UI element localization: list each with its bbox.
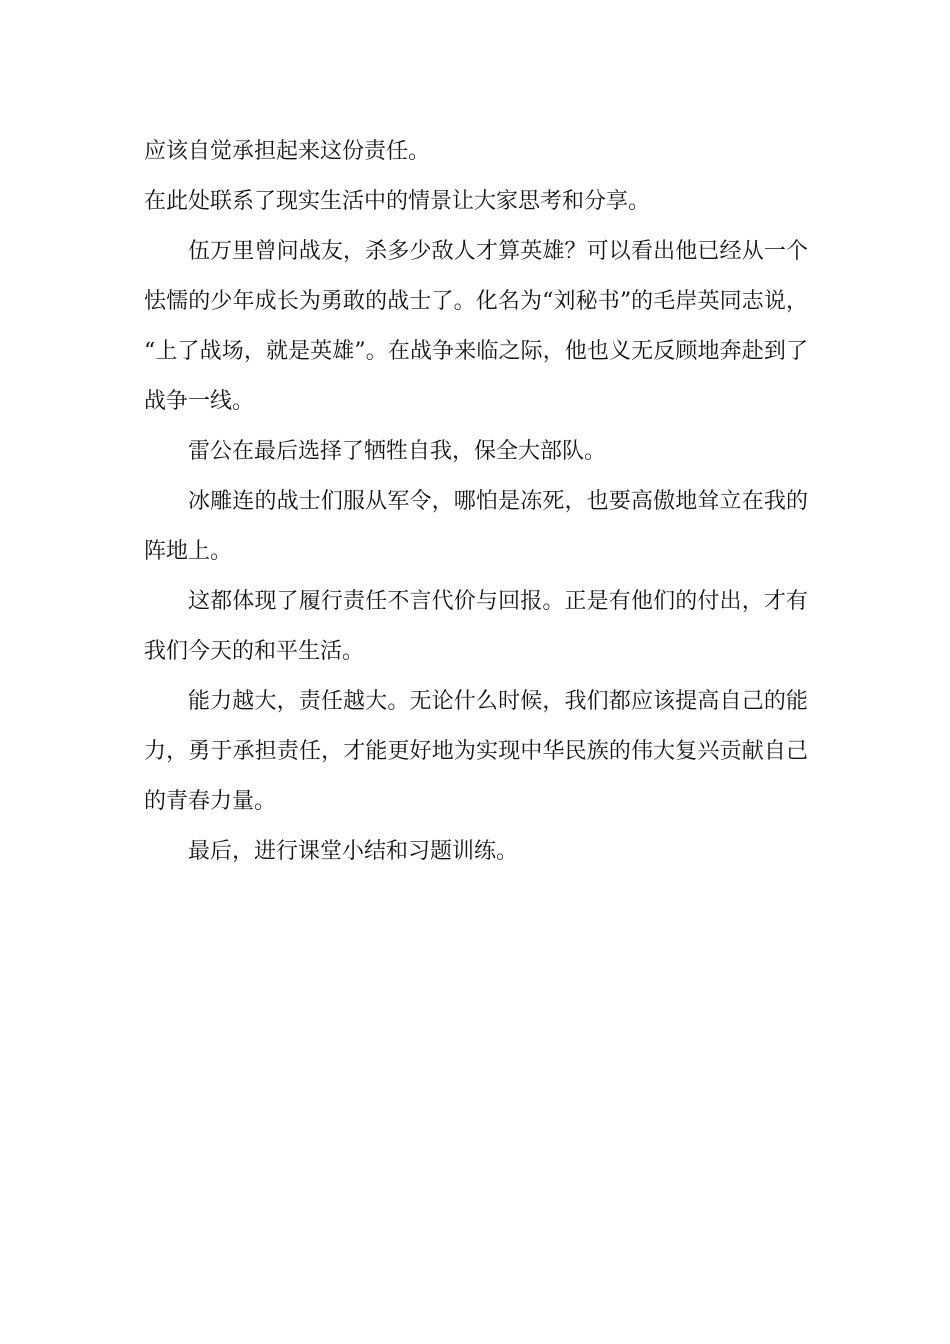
paragraph-2: 在此处联系了现实生活中的情景让大家思考和分享。	[144, 189, 651, 214]
paragraph-1: 应该自觉承担起来这份责任。	[144, 139, 431, 164]
paragraph-7: 能力越大，责任越大。无论什么时候，我们都应该提高自己的能力，勇于承担责任，才能更好地为实现中华民族的伟大复兴贡献自己的青春力量。	[144, 689, 808, 814]
paragraph-4: 雷公在最后选择了牺牲自我，保全大部队。	[188, 439, 607, 464]
paragraph-3: 伍万里曾问战友，杀多少敌人才算英雄？可以看出他已经从一个怯懦的少年成长为勇敢的战士了。化名为“刘秘书”的毛岸英同志说，“上了战场，就是英雄”。在战争来临之际，他也义无反顾地奔赴到了战争一线。	[144, 239, 808, 414]
paragraph-5: 冰雕连的战士们服从军令，哪怕是冻死，也要高傲地耸立在我的阵地上。	[144, 489, 808, 564]
document-body	[144, 127, 808, 877]
paragraph-6: 这都体现了履行责任不言代价与回报。正是有他们的付出，才有我们今天的和平生活。	[144, 589, 808, 664]
paragraph-8: 最后，进行课堂小结和习题训练。	[188, 839, 519, 864]
